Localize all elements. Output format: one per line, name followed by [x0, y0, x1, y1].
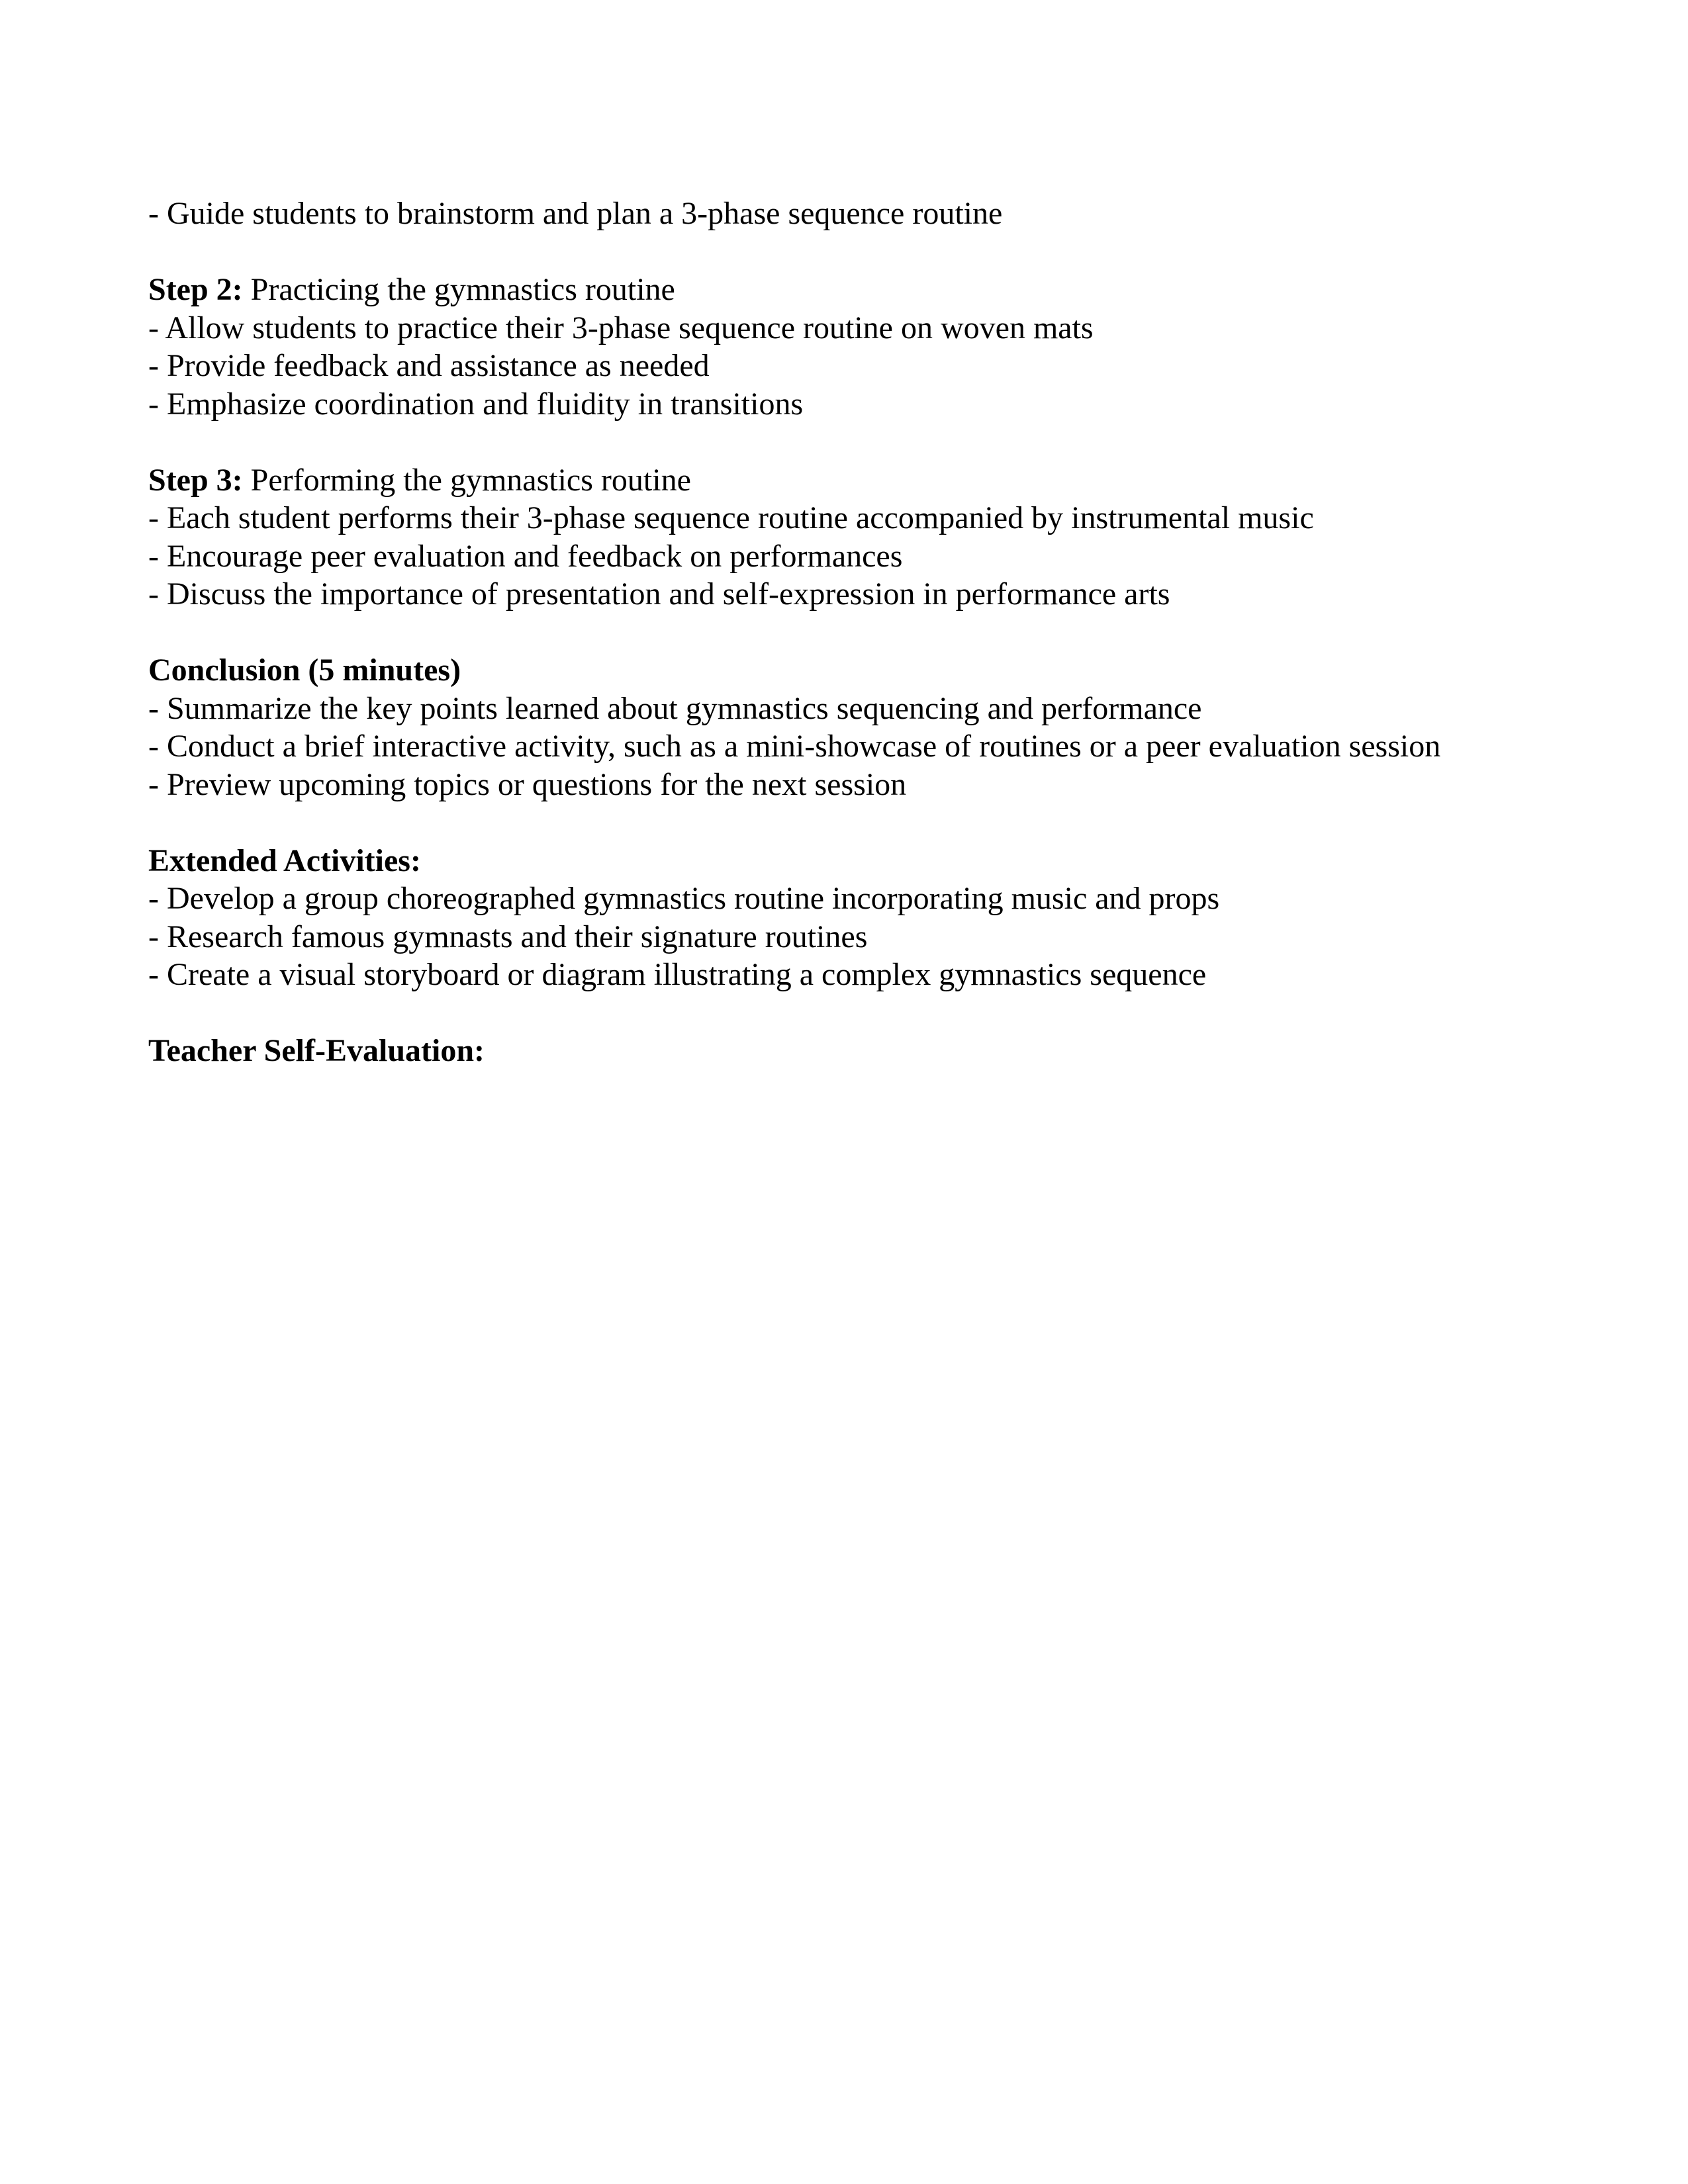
conclusion-heading: Conclusion (5 minutes): [148, 653, 461, 688]
extended-activity-bullet: - Develop a group choreographed gymnastics routine incorporating music and props: [148, 881, 1220, 916]
extended-activity-bullet: - Create a visual storyboard or diagram illustrating a complex gymnastics sequence: [148, 957, 1207, 992]
step2-title: Practicing the gymnastics routine: [242, 272, 675, 307]
spacer: [148, 423, 1571, 461]
step2-bullet: - Provide feedback and assistance as needed: [148, 348, 710, 383]
conclusion-bullet: - Conduct a brief interactive activity, such as a mini-showcase of routines or a peer evaluation session: [148, 729, 1441, 764]
step2-bullet: - Emphasize coordination and fluidity in transitions: [148, 386, 804, 422]
step3-heading: [148, 461, 1571, 500]
extended-activities-heading: Extended Activities:: [148, 842, 421, 878]
conclusion-bullet: - Preview upcoming topics or questions for the next session: [148, 766, 907, 802]
step3-bullet: - Discuss the importance of presentation and self-expression in performance arts: [148, 576, 1170, 612]
conclusion-bullet: - Summarize the key points learned about gymnastics sequencing and performance: [148, 690, 1202, 726]
step2-bullet: - Allow students to practice their 3-phase sequence routine on woven mats: [148, 310, 1094, 345]
step3-label: Step 3:: [148, 462, 243, 498]
step3-bullet: - Each student performs their 3-phase sequence routine accompanied by instrumental music: [148, 500, 1314, 535]
extended-activity-bullet: - Research famous gymnasts and their signature routines: [148, 919, 868, 954]
step2-heading: [148, 271, 1571, 309]
step2-label: Step 2:: [148, 272, 243, 307]
spacer: [148, 233, 1571, 271]
intro-bullet: - Guide students to brainstorm and plan a 3-phase sequence routine: [148, 196, 1003, 231]
step3-title: Performing the gymnastics routine: [242, 462, 691, 498]
document-body: [148, 195, 1571, 1070]
spacer: [148, 994, 1571, 1032]
step3-bullet: - Encourage peer evaluation and feedback on performances: [148, 538, 903, 574]
spacer: [148, 614, 1571, 652]
spacer: [148, 803, 1571, 842]
teacher-self-evaluation-heading: Teacher Self-Evaluation:: [148, 1033, 485, 1068]
